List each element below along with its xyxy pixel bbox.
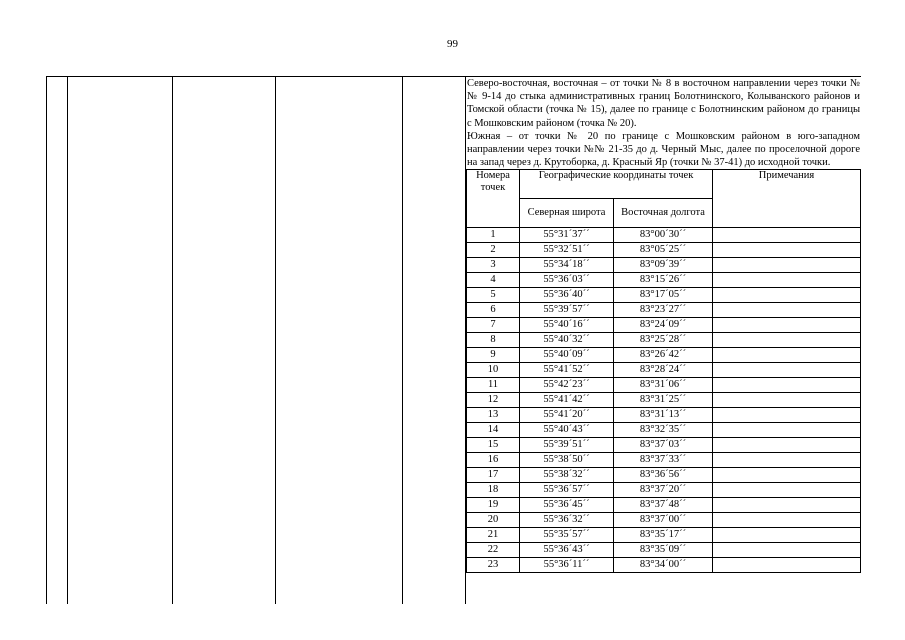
cell-note (713, 258, 861, 273)
table-row (467, 258, 861, 273)
cell-longitude: 83°05´25´´ (614, 243, 713, 258)
cell-longitude: 83°00´30´´ (614, 228, 713, 243)
cell-point-number: 18 (467, 483, 520, 498)
cell-latitude: 55°32´51´´ (520, 243, 614, 258)
cell-latitude: 55°36´11´´ (520, 558, 614, 573)
cell-latitude: 55°34´18´´ (520, 258, 614, 273)
table-row (467, 273, 861, 288)
blank-column-3 (173, 77, 276, 605)
table-row (467, 243, 861, 258)
cell-point-number: 2 (467, 243, 520, 258)
page-number: 99 (447, 38, 458, 50)
description-column (466, 77, 862, 605)
cell-longitude: 83°37´20´´ (614, 483, 713, 498)
cell-longitude: 83°26´42´´ (614, 348, 713, 363)
cell-point-number: 20 (467, 513, 520, 528)
cell-point-number: 5 (467, 288, 520, 303)
cell-longitude: 83°15´26´´ (614, 273, 713, 288)
cell-longitude: 83°24´09´´ (614, 318, 713, 333)
cell-latitude: 55°36´40´´ (520, 288, 614, 303)
cell-point-number: 8 (467, 333, 520, 348)
table-row (467, 348, 861, 363)
cell-latitude: 55°39´57´´ (520, 303, 614, 318)
cell-latitude: 55°40´32´´ (520, 333, 614, 348)
cell-point-number: 13 (467, 408, 520, 423)
cell-latitude: 55°36´45´´ (520, 498, 614, 513)
cell-point-number: 23 (467, 558, 520, 573)
cell-point-number: 9 (467, 348, 520, 363)
table-row (467, 543, 861, 558)
blank-column-1 (47, 77, 68, 605)
cell-longitude: 83°37´33´´ (614, 453, 713, 468)
cell-note (713, 453, 861, 468)
table-row (467, 378, 861, 393)
cell-longitude: 83°37´00´´ (614, 513, 713, 528)
table-row (467, 468, 861, 483)
table-row (467, 423, 861, 438)
table-row (467, 438, 861, 453)
cell-longitude: 83°32´35´´ (614, 423, 713, 438)
table-row (467, 363, 861, 378)
table-row (467, 318, 861, 333)
header-east-longitude: Восточная долгота (614, 199, 713, 228)
cell-point-number: 15 (467, 438, 520, 453)
table-row (467, 393, 861, 408)
cell-latitude: 55°41´42´´ (520, 393, 614, 408)
cell-note (713, 498, 861, 513)
cell-latitude: 55°41´20´´ (520, 408, 614, 423)
cell-note (713, 408, 861, 423)
cell-longitude: 83°36´56´´ (614, 468, 713, 483)
coordinates-table (466, 169, 861, 573)
cell-note (713, 288, 861, 303)
cell-point-number: 6 (467, 303, 520, 318)
cell-point-number: 4 (467, 273, 520, 288)
cell-point-number: 10 (467, 363, 520, 378)
table-row (467, 483, 861, 498)
table-row (467, 513, 861, 528)
cell-note (713, 393, 861, 408)
cell-note (713, 528, 861, 543)
cell-latitude: 55°31´37´´ (520, 228, 614, 243)
header-point-number: Номера точек (467, 170, 520, 228)
cell-note (713, 273, 861, 288)
cell-latitude: 55°36´03´´ (520, 273, 614, 288)
cell-latitude: 55°42´23´´ (520, 378, 614, 393)
cell-point-number: 19 (467, 498, 520, 513)
table-row (467, 558, 861, 573)
cell-latitude: 55°40´43´´ (520, 423, 614, 438)
cell-point-number: 1 (467, 228, 520, 243)
cell-longitude: 83°37´03´´ (614, 438, 713, 453)
cell-note (713, 558, 861, 573)
cell-longitude: 83°34´00´´ (614, 558, 713, 573)
header-north-latitude: Северная широта (520, 199, 614, 228)
cell-note (713, 483, 861, 498)
description-paragraph-northeast: Северо-восточная, восточная – от точки № 8 в восточном направлении через точки №№ 9-14 до стыка административных границ Болотнинского, Колыванского районов и Томской области (точка № 15), далее по границе с Болотнинским районом до границы с Мошковским районом (точка № 20). (467, 78, 861, 129)
blank-column-5 (403, 77, 466, 605)
cell-point-number: 21 (467, 528, 520, 543)
cell-note (713, 513, 861, 528)
cell-longitude: 83°35´17´´ (614, 528, 713, 543)
cell-longitude: 83°23´27´´ (614, 303, 713, 318)
cell-point-number: 11 (467, 378, 520, 393)
cell-latitude: 55°40´09´´ (520, 348, 614, 363)
cell-longitude: 83°31´13´´ (614, 408, 713, 423)
cell-latitude: 55°38´50´´ (520, 453, 614, 468)
cell-longitude: 83°28´24´´ (614, 363, 713, 378)
cell-note (713, 543, 861, 558)
cell-note (713, 333, 861, 348)
cell-note (713, 243, 861, 258)
cell-longitude: 83°17´05´´ (614, 288, 713, 303)
cell-longitude: 83°25´28´´ (614, 333, 713, 348)
table-row (467, 498, 861, 513)
cell-note (713, 378, 861, 393)
description-paragraph-south: Южная – от точки № 20 по границе с Мошковским районом в юго-западном направлении через точки №№ 21-35 до д. Черный Мыс, далее по проселочной дороге на запад через д. Крутоборка, д. Красный Яр (точки № 37-41) до исходной точки. (467, 130, 861, 169)
cell-latitude: 55°36´57´´ (520, 483, 614, 498)
cell-note (713, 438, 861, 453)
cell-latitude: 55°38´32´´ (520, 468, 614, 483)
cell-latitude: 55°40´16´´ (520, 318, 614, 333)
table-row (467, 408, 861, 423)
blank-column-2 (68, 77, 173, 605)
cell-latitude: 55°36´43´´ (520, 543, 614, 558)
cell-note (713, 303, 861, 318)
cell-point-number: 17 (467, 468, 520, 483)
table-row (467, 528, 861, 543)
table-row (467, 333, 861, 348)
cell-longitude: 83°37´48´´ (614, 498, 713, 513)
boundary-description (466, 77, 861, 169)
cell-note (713, 468, 861, 483)
cell-point-number: 3 (467, 258, 520, 273)
cell-note (713, 363, 861, 378)
table-row (467, 228, 861, 243)
cell-longitude: 83°31´25´´ (614, 393, 713, 408)
cell-note (713, 228, 861, 243)
coordinates-table-body (467, 228, 861, 573)
outer-table (46, 76, 861, 604)
blank-column-4 (276, 77, 403, 605)
cell-latitude: 55°39´51´´ (520, 438, 614, 453)
cell-point-number: 7 (467, 318, 520, 333)
cell-point-number: 16 (467, 453, 520, 468)
header-geo-coordinates: Географические координаты точек (520, 170, 713, 199)
cell-note (713, 348, 861, 363)
cell-note (713, 423, 861, 438)
cell-longitude: 83°09´39´´ (614, 258, 713, 273)
cell-longitude: 83°35´09´´ (614, 543, 713, 558)
cell-note (713, 318, 861, 333)
table-row (467, 288, 861, 303)
cell-point-number: 12 (467, 393, 520, 408)
cell-point-number: 14 (467, 423, 520, 438)
cell-latitude: 55°41´52´´ (520, 363, 614, 378)
cell-latitude: 55°35´57´´ (520, 528, 614, 543)
header-notes: Примечания (713, 170, 861, 228)
cell-longitude: 83°31´06´´ (614, 378, 713, 393)
table-row (467, 453, 861, 468)
cell-point-number: 22 (467, 543, 520, 558)
table-row (467, 303, 861, 318)
cell-latitude: 55°36´32´´ (520, 513, 614, 528)
